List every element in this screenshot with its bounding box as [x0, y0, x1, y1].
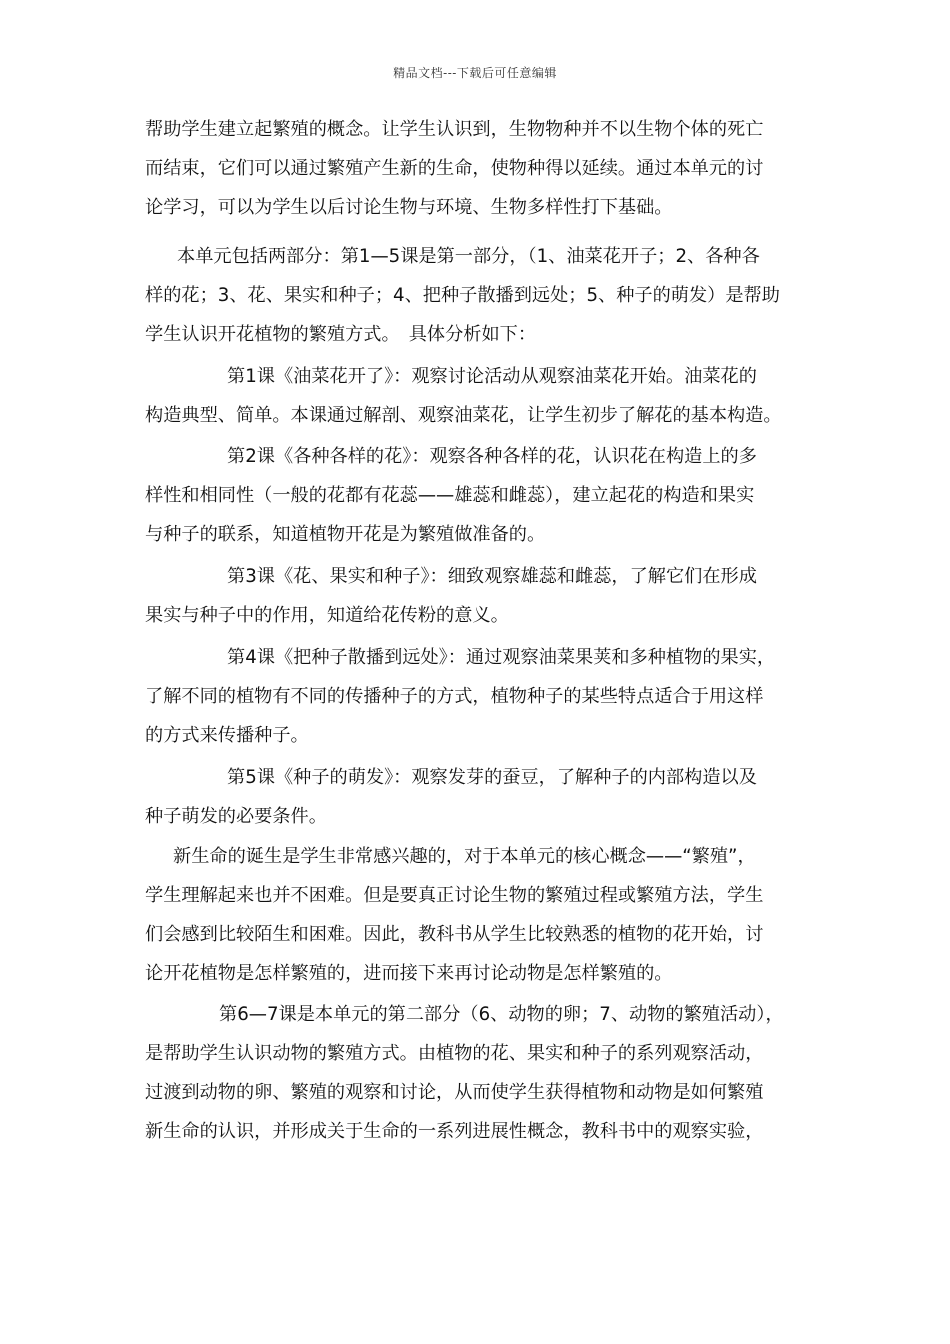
text-line: 第5课《种子的萌发》：观察发芽的蚕豆，了解种子的内部构造以及	[227, 767, 757, 788]
text-line: 本单元包括两部分：第1—5课是第一部分，（1、油菜花开子；2、各种各	[177, 246, 760, 267]
text-line: 学生理解起来也并不困难。但是要真正讨论生物的繁殖过程或繁殖方法，学生	[145, 885, 764, 906]
text-line: 们会感到比较陌生和困难。因此，教科书从学生比较熟悉的植物的花开始，讨	[145, 924, 764, 945]
text-line: 与种子的联系，知道植物开花是为繁殖做准备的。	[145, 524, 546, 545]
text-line: 第1课《油菜花开了》：观察讨论活动从观察油菜花开始。油菜花的	[227, 366, 757, 387]
text-line: 论开花植物是怎样繁殖的，进而接下来再讨论动物是怎样繁殖的。	[145, 963, 673, 984]
text-line: 过渡到动物的卵、繁殖的观察和讨论，从而使学生获得植物和动物是如何繁殖	[145, 1082, 764, 1103]
text-line: 第6—7课是本单元的第二部分（6、动物的卵；7、动物的繁殖活动），	[219, 1004, 784, 1025]
text-line: 了解不同的植物有不同的传播种子的方式，植物种子的某些特点适合于用这样	[145, 686, 764, 707]
text-line: 果实与种子中的作用，知道给花传粉的意义。	[145, 605, 509, 626]
text-line: 学生认识开花植物的繁殖方式。 具体分析如下：	[145, 324, 537, 345]
text-line: 的方式来传播种子。	[145, 725, 309, 746]
text-line: 样的花；3、花、果实和种子；4、把种子散播到远处；5、种子的萌发）是帮助	[145, 285, 780, 306]
text-line: 种子萌发的必要条件。	[145, 806, 327, 827]
text-line: 而结束，它们可以通过繁殖产生新的生命，使物种得以延续。通过本单元的讨	[145, 158, 764, 179]
text-line: 论学习，可以为学生以后讨论生物与环境、生物多样性打下基础。	[145, 197, 673, 218]
text-line: 新生命的认识，并形成关于生命的一系列进展性概念，教科书中的观察实验，	[145, 1121, 764, 1142]
text-line: 新生命的诞生是学生非常感兴趣的，对于本单元的核心概念——“繁殖”，	[173, 846, 756, 867]
text-line: 第4课《把种子散播到远处》：通过观察油菜果荚和多种植物的果实，	[227, 647, 776, 668]
page-header: 精品文档---下载后可任意编辑	[393, 66, 557, 80]
text-line: 构造典型、简单。本课通过解剖、观察油菜花，让学生初步了解花的基本构造。	[145, 405, 782, 426]
text-line: 第3课《花、果实和种子》：细致观察雄蕊和雌蕊，了解它们在形成	[227, 566, 757, 587]
text-line: 帮助学生建立起繁殖的概念。让学生认识到，生物物种并不以生物个体的死亡	[145, 119, 764, 140]
text-line: 是帮助学生认识动物的繁殖方式。由植物的花、果实和种子的系列观察活动，	[145, 1043, 764, 1064]
text-line: 第2课《各种各样的花》：观察各种各样的花，认识花在构造上的多	[227, 446, 757, 467]
text-line: 样性和相同性（一般的花都有花蕊——雄蕊和雌蕊），建立起花的构造和果实	[145, 485, 755, 506]
